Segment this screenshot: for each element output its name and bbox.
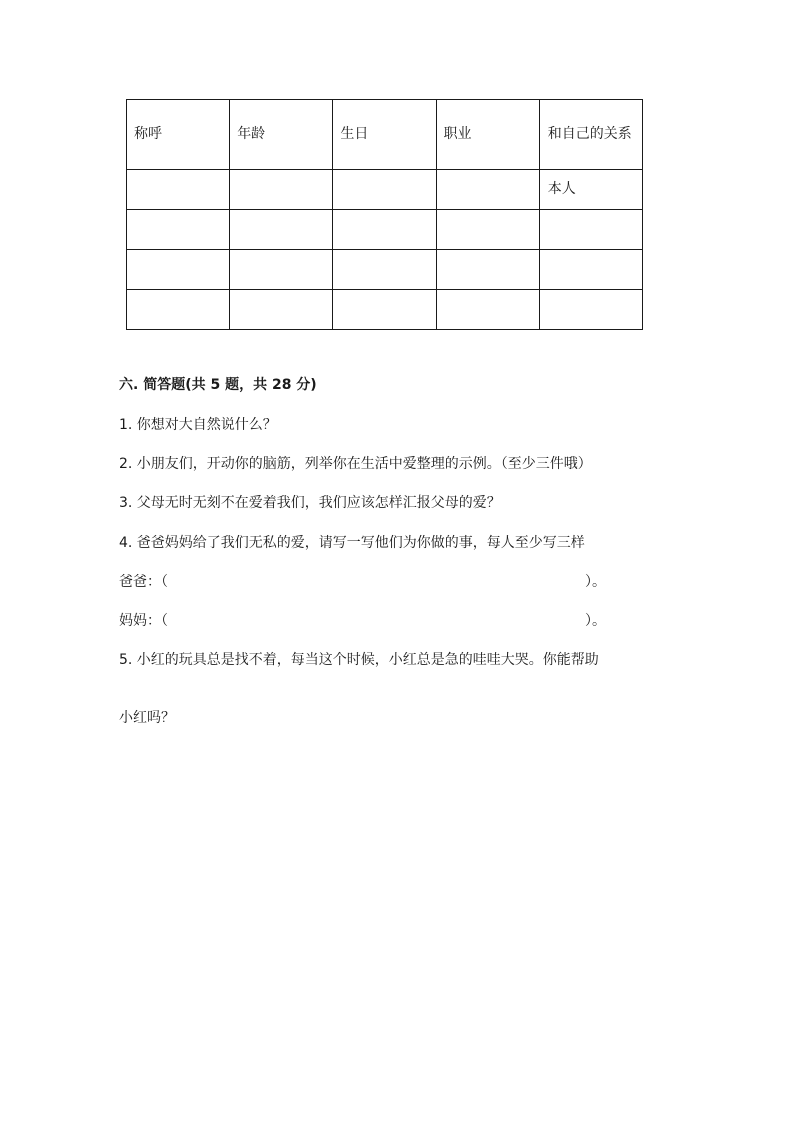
mom-answer-close: ）。 [585, 613, 606, 629]
table-cell[interactable] [333, 170, 436, 210]
family-info-table [126, 99, 643, 330]
table-cell[interactable] [127, 250, 230, 290]
question-2: 2. 小朋友们，开动你的脑筋，列举你在生活中爱整理的示例。（至少三件哦） [119, 456, 592, 472]
table-cell[interactable] [230, 290, 333, 330]
table-cell[interactable] [539, 250, 642, 290]
question-4: 4. 爸爸妈妈给了我们无私的爱，请写一写他们为你做的事，每人至少写三样 [119, 535, 585, 551]
header-cell-relation: 和自己的关系 [539, 100, 642, 170]
section-title: 六. 简答题(共 5 题，共 28 分) [119, 377, 317, 393]
table-cell[interactable] [436, 290, 539, 330]
table-cell[interactable] [230, 170, 333, 210]
table-row [127, 250, 643, 290]
header-cell-occupation: 职业 [436, 100, 539, 170]
table-cell-self: 本人 [539, 170, 642, 210]
table-header-row [127, 100, 643, 170]
table-cell[interactable] [436, 210, 539, 250]
question-3: 3. 父母无时无刻不在爱着我们，我们应该怎样汇报父母的爱？ [119, 495, 501, 511]
table-cell[interactable] [127, 170, 230, 210]
question-5-line-1: 5. 小红的玩具总是找不着，每当这个时候，小红总是急的哇哇大哭。你能帮助 [119, 652, 599, 668]
question-5-line-2: 小红吗？ [119, 710, 175, 726]
table-cell[interactable] [539, 210, 642, 250]
header-cell-title: 称呼 [127, 100, 230, 170]
table-cell[interactable] [230, 250, 333, 290]
table-cell[interactable] [436, 170, 539, 210]
table-cell[interactable] [333, 290, 436, 330]
question-1: 1. 你想对大自然说什么？ [119, 417, 277, 433]
header-cell-age: 年龄 [230, 100, 333, 170]
dad-answer-label: 爸爸：（ [119, 574, 168, 590]
table-cell[interactable] [539, 290, 642, 330]
header-cell-birthday: 生日 [333, 100, 436, 170]
mom-answer-label: 妈妈：（ [119, 613, 168, 629]
table-cell[interactable] [436, 250, 539, 290]
table-cell[interactable] [230, 210, 333, 250]
table-cell[interactable] [127, 210, 230, 250]
table-cell[interactable] [333, 250, 436, 290]
table-row [127, 210, 643, 250]
table-cell[interactable] [333, 210, 436, 250]
table-row [127, 170, 643, 210]
table-cell[interactable] [127, 290, 230, 330]
dad-answer-close: ）。 [585, 574, 606, 590]
table-row [127, 290, 643, 330]
